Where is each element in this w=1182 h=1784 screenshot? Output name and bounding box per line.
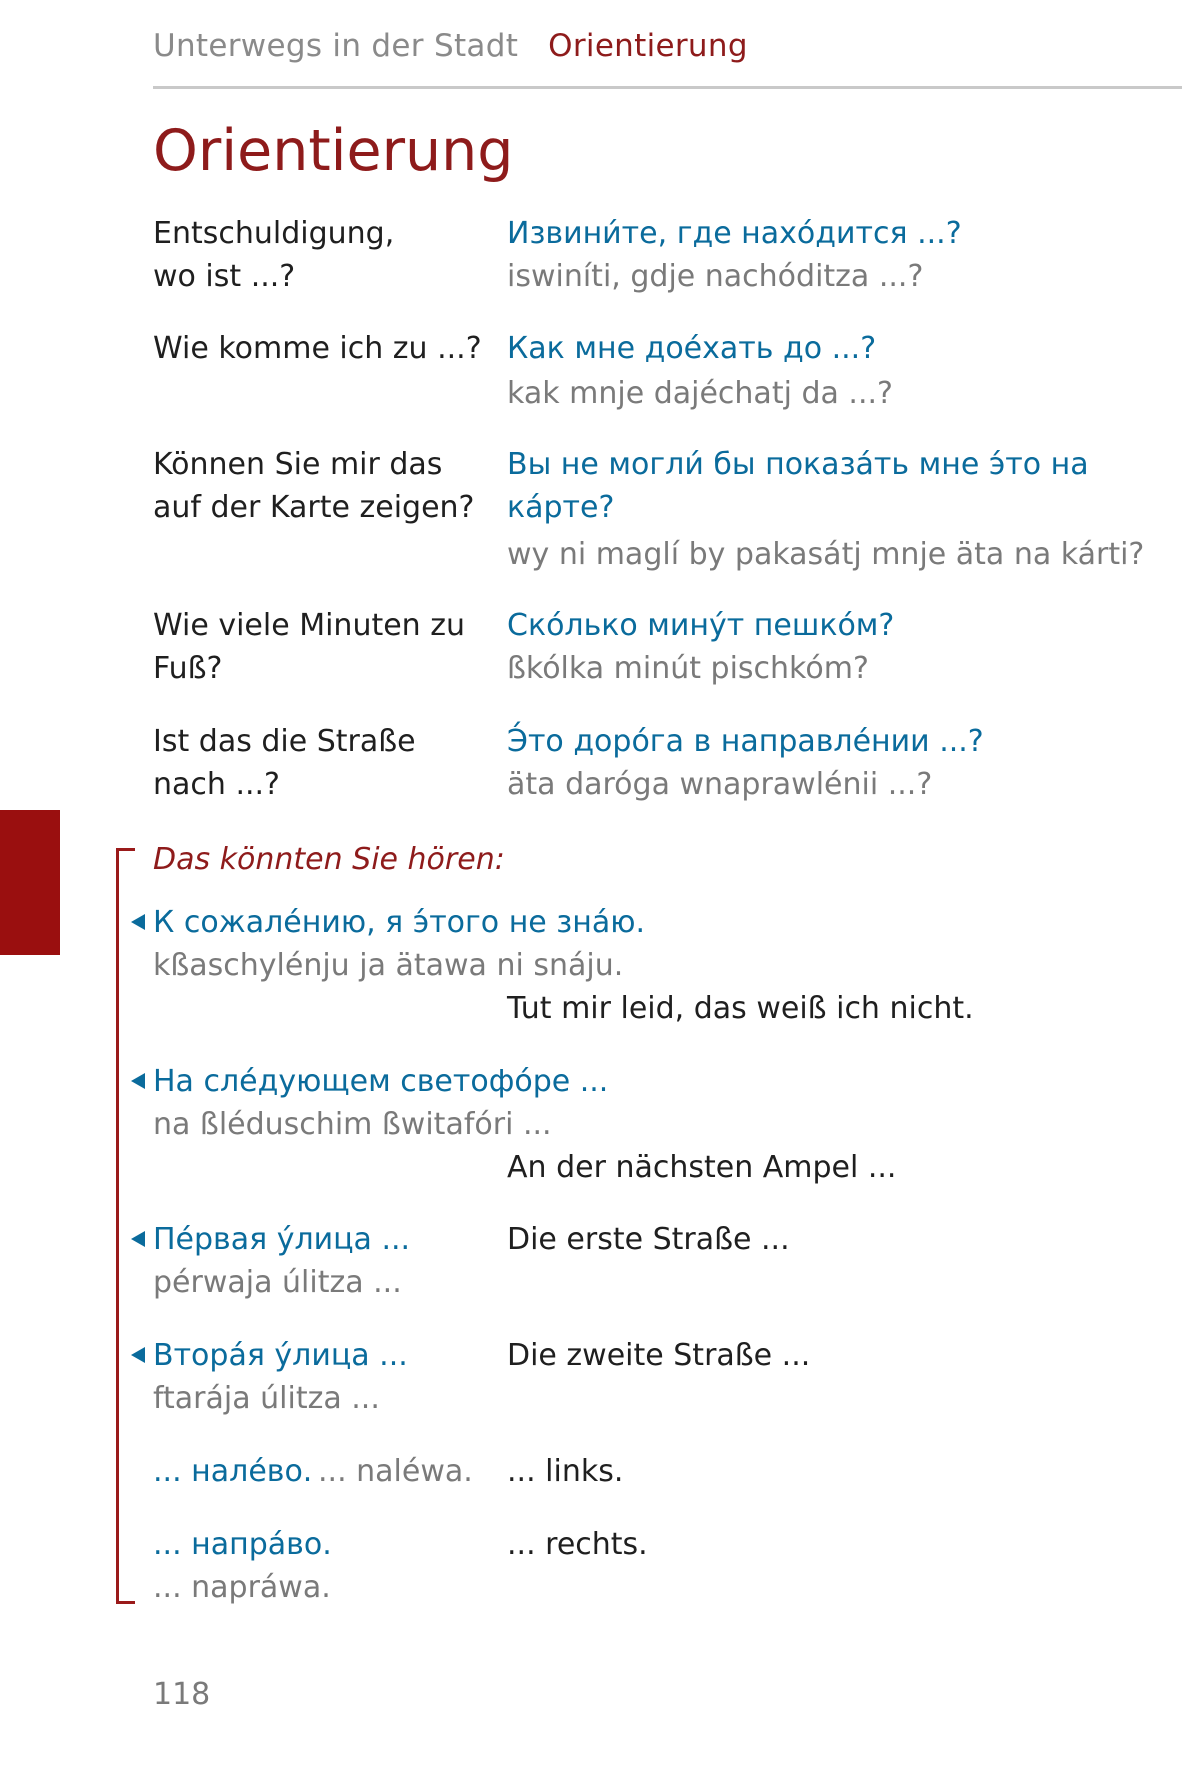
- hear-de: ... rechts.: [507, 1527, 648, 1562]
- phrase-translit: wy ni maglí by pakasátj mnje äta na kárti?: [507, 537, 1145, 572]
- phrase-de: [153, 212, 394, 298]
- hear-translit: ftarája úlitza ...: [153, 1381, 380, 1416]
- header-section: Unterwegs in der Stadt: [153, 28, 519, 64]
- hear-ru: ... напра́во.: [153, 1527, 332, 1562]
- phrase-de-line: nach ...?: [153, 767, 280, 802]
- phrase-de: Wie komme ich zu ...?: [153, 331, 482, 366]
- audio-marker-icon: [131, 1347, 145, 1363]
- hear-de: Die erste Straße ...: [507, 1222, 790, 1257]
- phrase-de-line: wo ist ...?: [153, 259, 296, 294]
- phrase-translit: iswiníti, gdje nachóditza ...?: [507, 259, 924, 294]
- phrase-translit: ßkólka minút pischkóm?: [507, 651, 869, 686]
- hear-de: Die zweite Straße ...: [507, 1338, 811, 1373]
- phrase-de-line: auf der Karte zeigen?: [153, 490, 475, 525]
- hear-de: ... links.: [507, 1454, 624, 1489]
- hear-de: An der nächsten Ampel ...: [507, 1150, 897, 1185]
- phrase-translit: kak mnje dajéchatj da ...?: [507, 376, 893, 411]
- audio-marker-icon: [131, 1073, 145, 1089]
- hear-de: Tut mir leid, das weiß ich nicht.: [507, 991, 974, 1026]
- header-divider: [153, 86, 1182, 89]
- hear-ru: На сле́дующем светофо́ре ...: [153, 1064, 609, 1099]
- phrase-de-line: Ist das die Straße: [153, 724, 416, 759]
- page-title: Orientierung: [153, 118, 514, 184]
- hear-ru: Втора́я у́лица ...: [153, 1338, 408, 1373]
- phrase-ru: [507, 443, 1089, 529]
- phrase-de-line: Können Sie mir das: [153, 447, 443, 482]
- phrase-de: [153, 604, 465, 690]
- phrase-ru-line: Вы не могли́ бы показа́ть мне э́то на: [507, 447, 1089, 482]
- phrase-ru: Э́то доро́га в направле́нии ...?: [507, 724, 984, 759]
- hear-section-title: Das könnten Sie hören:: [153, 842, 505, 877]
- phrase-ru: Как мне дое́хать до ...?: [507, 331, 877, 366]
- phrase-de-line: Entschuldigung,: [153, 216, 395, 251]
- phrase-ru: Извини́те, где нахо́дится ...?: [507, 216, 962, 251]
- phrase-translit: äta daróga wnaprawlénii ...?: [507, 767, 933, 802]
- phrase-de: [153, 443, 474, 529]
- hear-ru: ... нале́во.: [153, 1454, 313, 1489]
- audio-marker-icon: [131, 914, 145, 930]
- header-current: Orientierung: [548, 28, 748, 64]
- hear-ru: К сожале́нию, я э́того не зна́ю.: [153, 905, 646, 940]
- page-number: 118: [153, 1677, 211, 1712]
- phrase-de-line: Fuß?: [153, 651, 223, 686]
- running-header: [153, 28, 748, 64]
- phrase-ru-line: ка́рте?: [507, 490, 615, 525]
- phrase-ru: Ско́лько мину́т пешко́м?: [507, 608, 895, 643]
- hear-section-bracket: [116, 848, 135, 1604]
- hear-translit: na ßléduschim ßwitafóri ...: [153, 1107, 552, 1142]
- hear-translit: pérwaja úlitza ...: [153, 1265, 402, 1300]
- chapter-tab: [0, 810, 60, 955]
- hear-translit: kßaschylénju ja ätawa ni snáju.: [153, 948, 624, 983]
- hear-translit: ... naléwa.: [318, 1454, 473, 1489]
- hear-ru: Пе́рвая у́лица ...: [153, 1222, 411, 1257]
- audio-marker-icon: [131, 1231, 145, 1247]
- phrase-de-line: Wie viele Minuten zu: [153, 608, 465, 643]
- phrase-de: [153, 720, 416, 806]
- hear-translit: ... napráwa.: [153, 1570, 331, 1605]
